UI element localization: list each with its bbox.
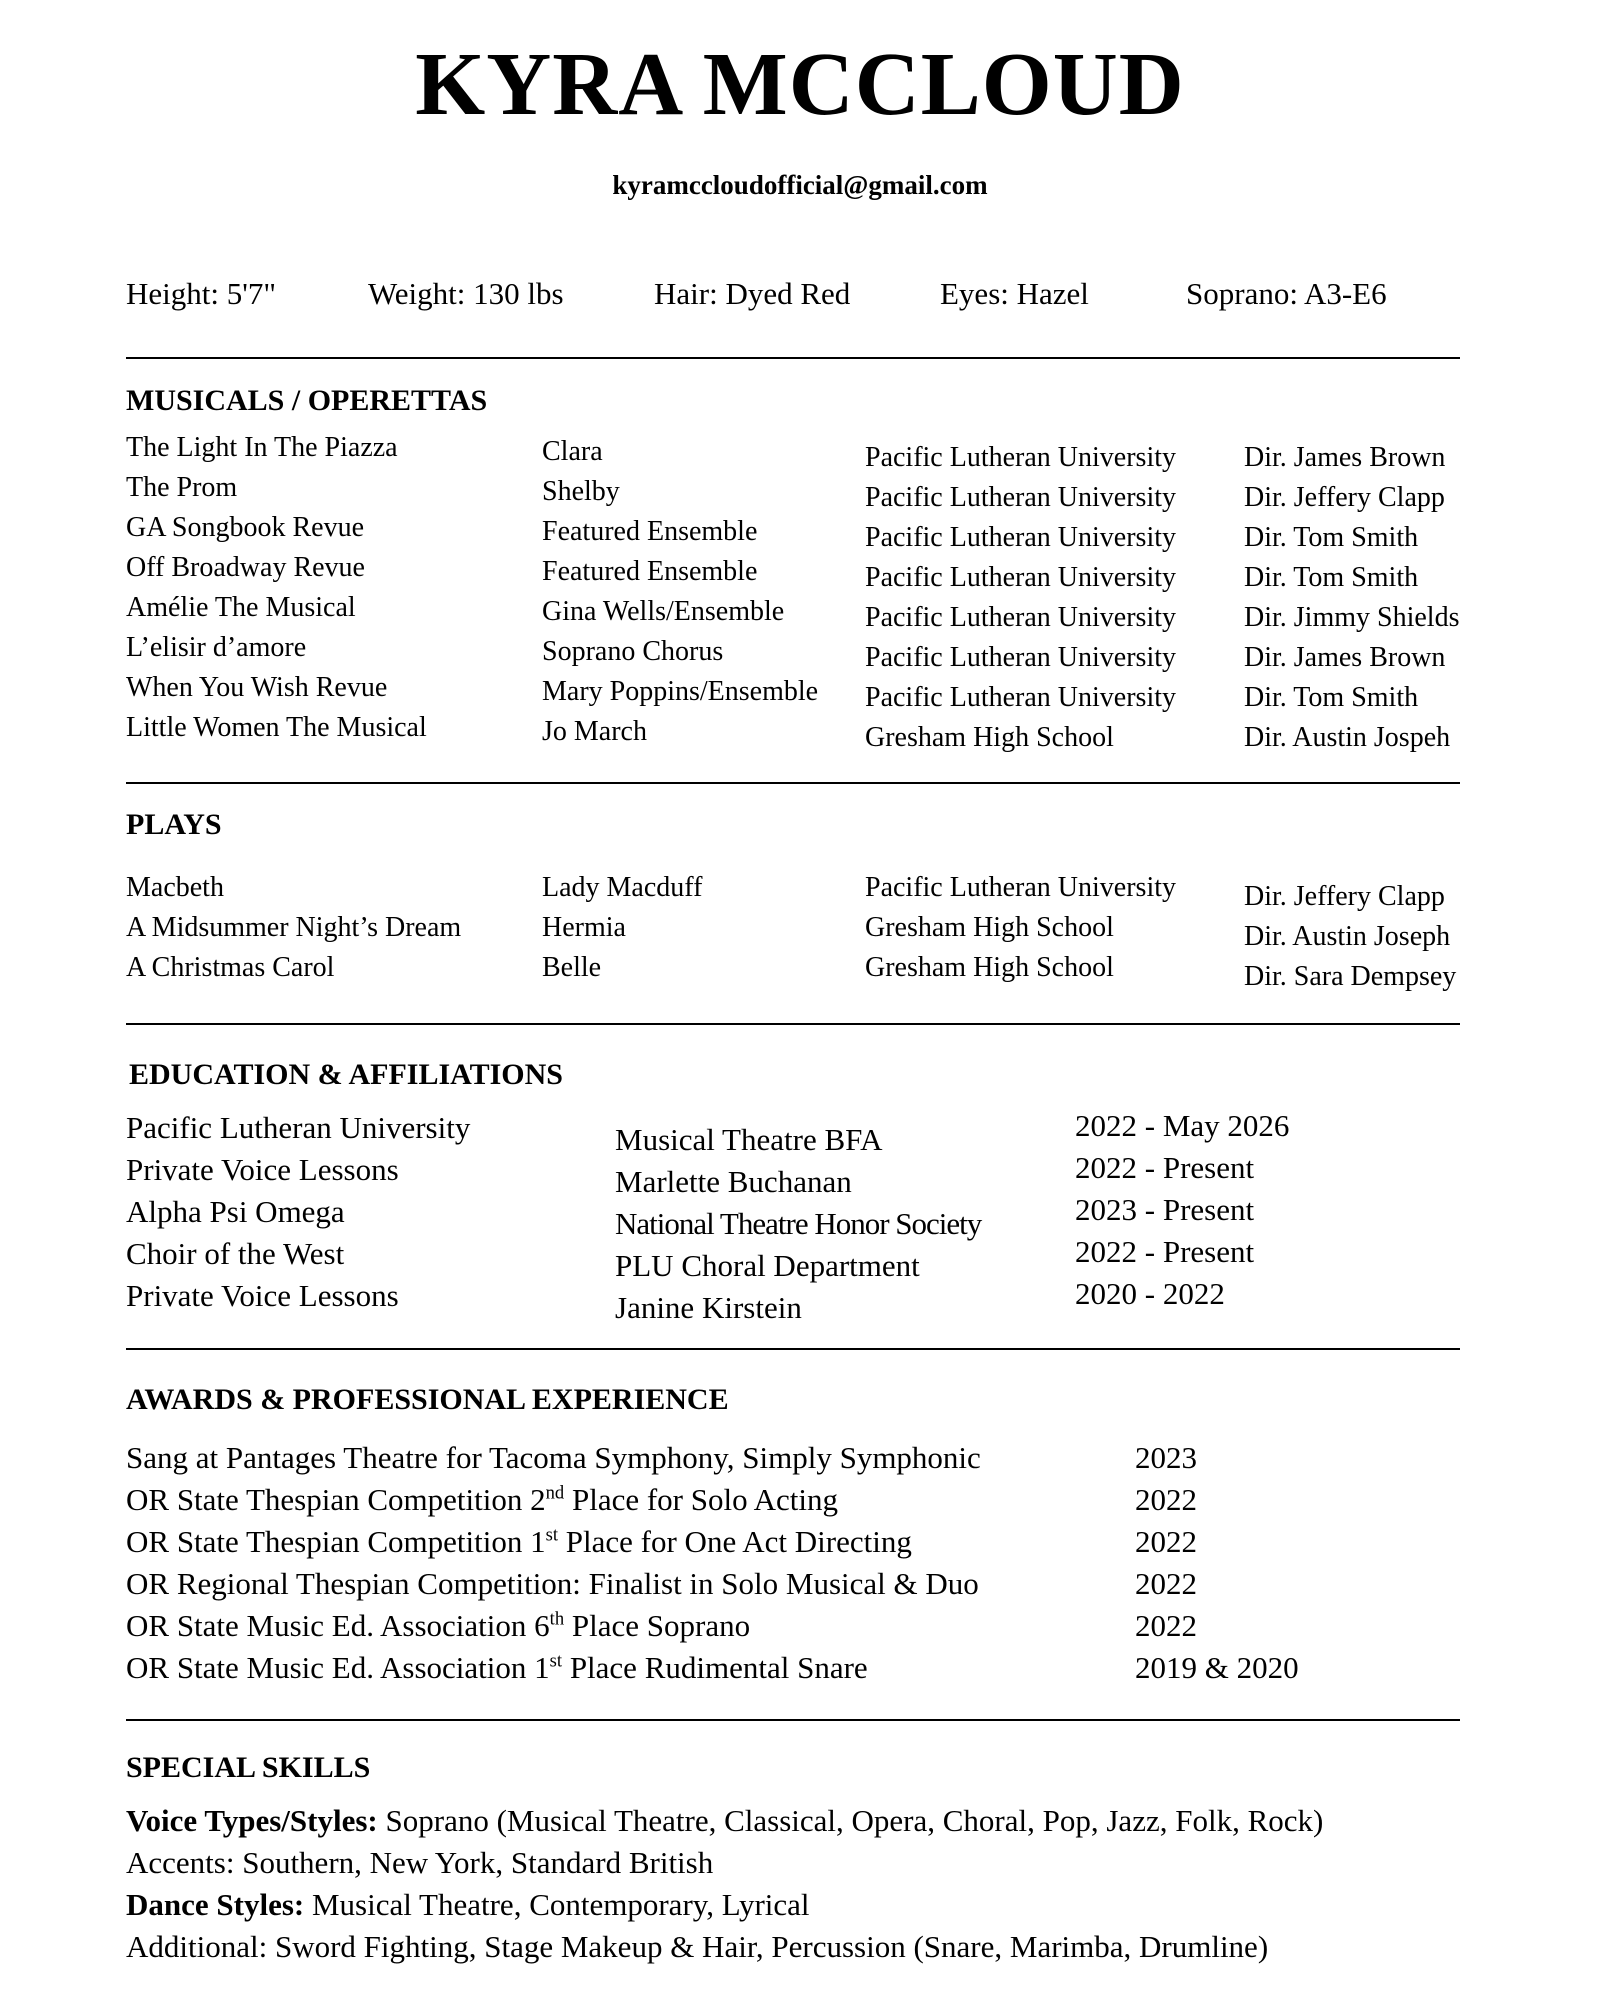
stat-weight: Weight: 130 lbs [368, 276, 564, 311]
skill-dance-label: Dance Styles: [126, 1887, 305, 1922]
skill-dance-styles [126, 1887, 810, 1923]
award-year: 2022 [1135, 1524, 1197, 1559]
award-text: OR Regional Thespian Competition: Finalist in Solo Musical & Duo [126, 1566, 979, 1601]
production-title: Macbeth [126, 872, 224, 903]
award-title [126, 1442, 981, 1473]
role: Gina Wells/Ensemble [542, 596, 785, 627]
production-title: The Light In The Piazza [126, 432, 398, 463]
award-text: OR State Music Ed. Association 1 [126, 1650, 550, 1685]
education-institution: Private Voice Lessons [126, 1278, 399, 1313]
education-detail: Marlette Buchanan [615, 1164, 852, 1199]
role: Soprano Chorus [542, 636, 724, 667]
ordinal-suffix: nd [545, 1482, 565, 1504]
education-detail: PLU Choral Department [615, 1248, 920, 1283]
section-heading-musicals: MUSICALS / OPERETTAS [126, 384, 488, 417]
skill-accents: Accents: Southern, New York, Standard British [126, 1845, 714, 1880]
skill-additional: Additional: Sword Fighting, Stage Makeup & Hair, Percussion (Snare, Marimba, Drumline) [126, 1929, 1269, 1964]
education-detail: National Theatre Honor Society [615, 1206, 982, 1241]
award-title [126, 1484, 838, 1515]
venue: Pacific Lutheran University [865, 872, 1177, 903]
award-text: Place Soprano [564, 1608, 751, 1643]
production-title: Little Women The Musical [126, 712, 427, 743]
venue: Pacific Lutheran University [865, 522, 1177, 553]
production-title: Off Broadway Revue [126, 552, 365, 583]
education-institution: Alpha Psi Omega [126, 1194, 345, 1229]
role: Clara [542, 436, 603, 467]
education-institution: Private Voice Lessons [126, 1152, 399, 1187]
section-heading-education: EDUCATION & AFFILIATIONS [129, 1058, 563, 1091]
contact-email: kyramccloudofficial@gmail.com [612, 170, 988, 200]
stat-eyes: Eyes: Hazel [940, 276, 1089, 311]
award-year: 2019 & 2020 [1135, 1650, 1299, 1685]
award-title [126, 1526, 912, 1557]
award-title [126, 1652, 868, 1683]
award-year: 2023 [1135, 1440, 1197, 1475]
award-title [126, 1568, 979, 1599]
director: Dir. James Brown [1244, 642, 1446, 673]
ordinal-suffix: th [549, 1608, 565, 1630]
award-title [126, 1610, 750, 1641]
venue: Gresham High School [865, 722, 1114, 753]
production-title: GA Songbook Revue [126, 512, 364, 543]
section-heading-skills: SPECIAL SKILLS [126, 1751, 371, 1784]
education-institution: Pacific Lutheran University [126, 1110, 471, 1145]
director: Dir. James Brown [1244, 442, 1446, 473]
director: Dir. Austin Joseph [1244, 921, 1451, 952]
director: Dir. Tom Smith [1244, 562, 1419, 593]
production-title: Amélie The Musical [126, 592, 356, 623]
role: Featured Ensemble [542, 516, 758, 547]
venue: Pacific Lutheran University [865, 602, 1177, 633]
divider [126, 357, 1460, 359]
education-dates: 2022 - May 2026 [1075, 1108, 1290, 1143]
production-title: L’elisir d’amore [126, 632, 307, 663]
section-heading-awards: AWARDS & PROFESSIONAL EXPERIENCE [126, 1383, 729, 1416]
role: Mary Poppins/Ensemble [542, 676, 819, 707]
education-detail: Janine Kirstein [615, 1290, 802, 1325]
venue: Gresham High School [865, 952, 1114, 983]
award-text: OR State Thespian Competition 2 [126, 1482, 546, 1517]
role: Hermia [542, 912, 626, 943]
venue: Pacific Lutheran University [865, 442, 1177, 473]
director: Dir. Sara Dempsey [1244, 961, 1457, 992]
skill-voice-text: Soprano (Musical Theatre, Classical, Opera, Choral, Pop, Jazz, Folk, Rock) [377, 1803, 1324, 1838]
divider [126, 1348, 1460, 1350]
divider [126, 1023, 1460, 1025]
role: Shelby [542, 476, 620, 507]
director: Dir. Austin Jospeh [1244, 722, 1451, 753]
award-year: 2022 [1135, 1482, 1197, 1517]
award-text: Sang at Pantages Theatre for Tacoma Symphony, Simply Symphonic [126, 1440, 981, 1475]
production-title: The Prom [126, 472, 238, 503]
production-title: A Christmas Carol [126, 952, 335, 983]
education-dates: 2023 - Present [1075, 1192, 1255, 1227]
role: Featured Ensemble [542, 556, 758, 587]
production-title: A Midsummer Night’s Dream [126, 912, 462, 943]
skill-dance-text: Musical Theatre, Contemporary, Lyrical [304, 1887, 810, 1922]
award-text: Place for One Act Directing [558, 1524, 912, 1559]
venue: Gresham High School [865, 912, 1114, 943]
role: Jo March [542, 716, 647, 747]
venue: Pacific Lutheran University [865, 562, 1177, 593]
skill-voice-types [126, 1803, 1323, 1839]
award-year: 2022 [1135, 1566, 1197, 1601]
award-text: Place for Solo Acting [564, 1482, 839, 1517]
director: Dir. Tom Smith [1244, 522, 1419, 553]
director: Dir. Jeffery Clapp [1244, 881, 1445, 912]
resume-name: KYRA MCCLOUD [415, 35, 1185, 134]
education-dates: 2022 - Present [1075, 1150, 1255, 1185]
divider [126, 782, 1460, 784]
director: Dir. Tom Smith [1244, 682, 1419, 713]
divider [126, 1719, 1460, 1721]
ordinal-suffix: st [549, 1650, 563, 1672]
education-detail: Musical Theatre BFA [615, 1122, 883, 1157]
education-dates: 2022 - Present [1075, 1234, 1255, 1269]
director: Dir. Jimmy Shields [1244, 602, 1460, 633]
award-text: Place Rudimental Snare [562, 1650, 868, 1685]
award-text: OR State Music Ed. Association 6 [126, 1608, 550, 1643]
production-title: When You Wish Revue [126, 672, 388, 703]
venue: Pacific Lutheran University [865, 642, 1177, 673]
venue: Pacific Lutheran University [865, 682, 1177, 713]
role: Belle [542, 952, 602, 983]
stat-height: Height: 5'7" [126, 276, 276, 311]
director: Dir. Jeffery Clapp [1244, 482, 1445, 513]
role: Lady Macduff [542, 872, 703, 903]
stat-hair: Hair: Dyed Red [654, 276, 851, 311]
section-heading-plays: PLAYS [126, 808, 222, 841]
stat-voice-range: Soprano: A3-E6 [1186, 276, 1387, 311]
award-text: OR State Thespian Competition 1 [126, 1524, 546, 1559]
venue: Pacific Lutheran University [865, 482, 1177, 513]
education-institution: Choir of the West [126, 1236, 345, 1271]
award-year: 2022 [1135, 1608, 1197, 1643]
ordinal-suffix: st [545, 1524, 559, 1546]
education-dates: 2020 - 2022 [1075, 1276, 1225, 1311]
skill-voice-label: Voice Types/Styles: [126, 1803, 378, 1838]
